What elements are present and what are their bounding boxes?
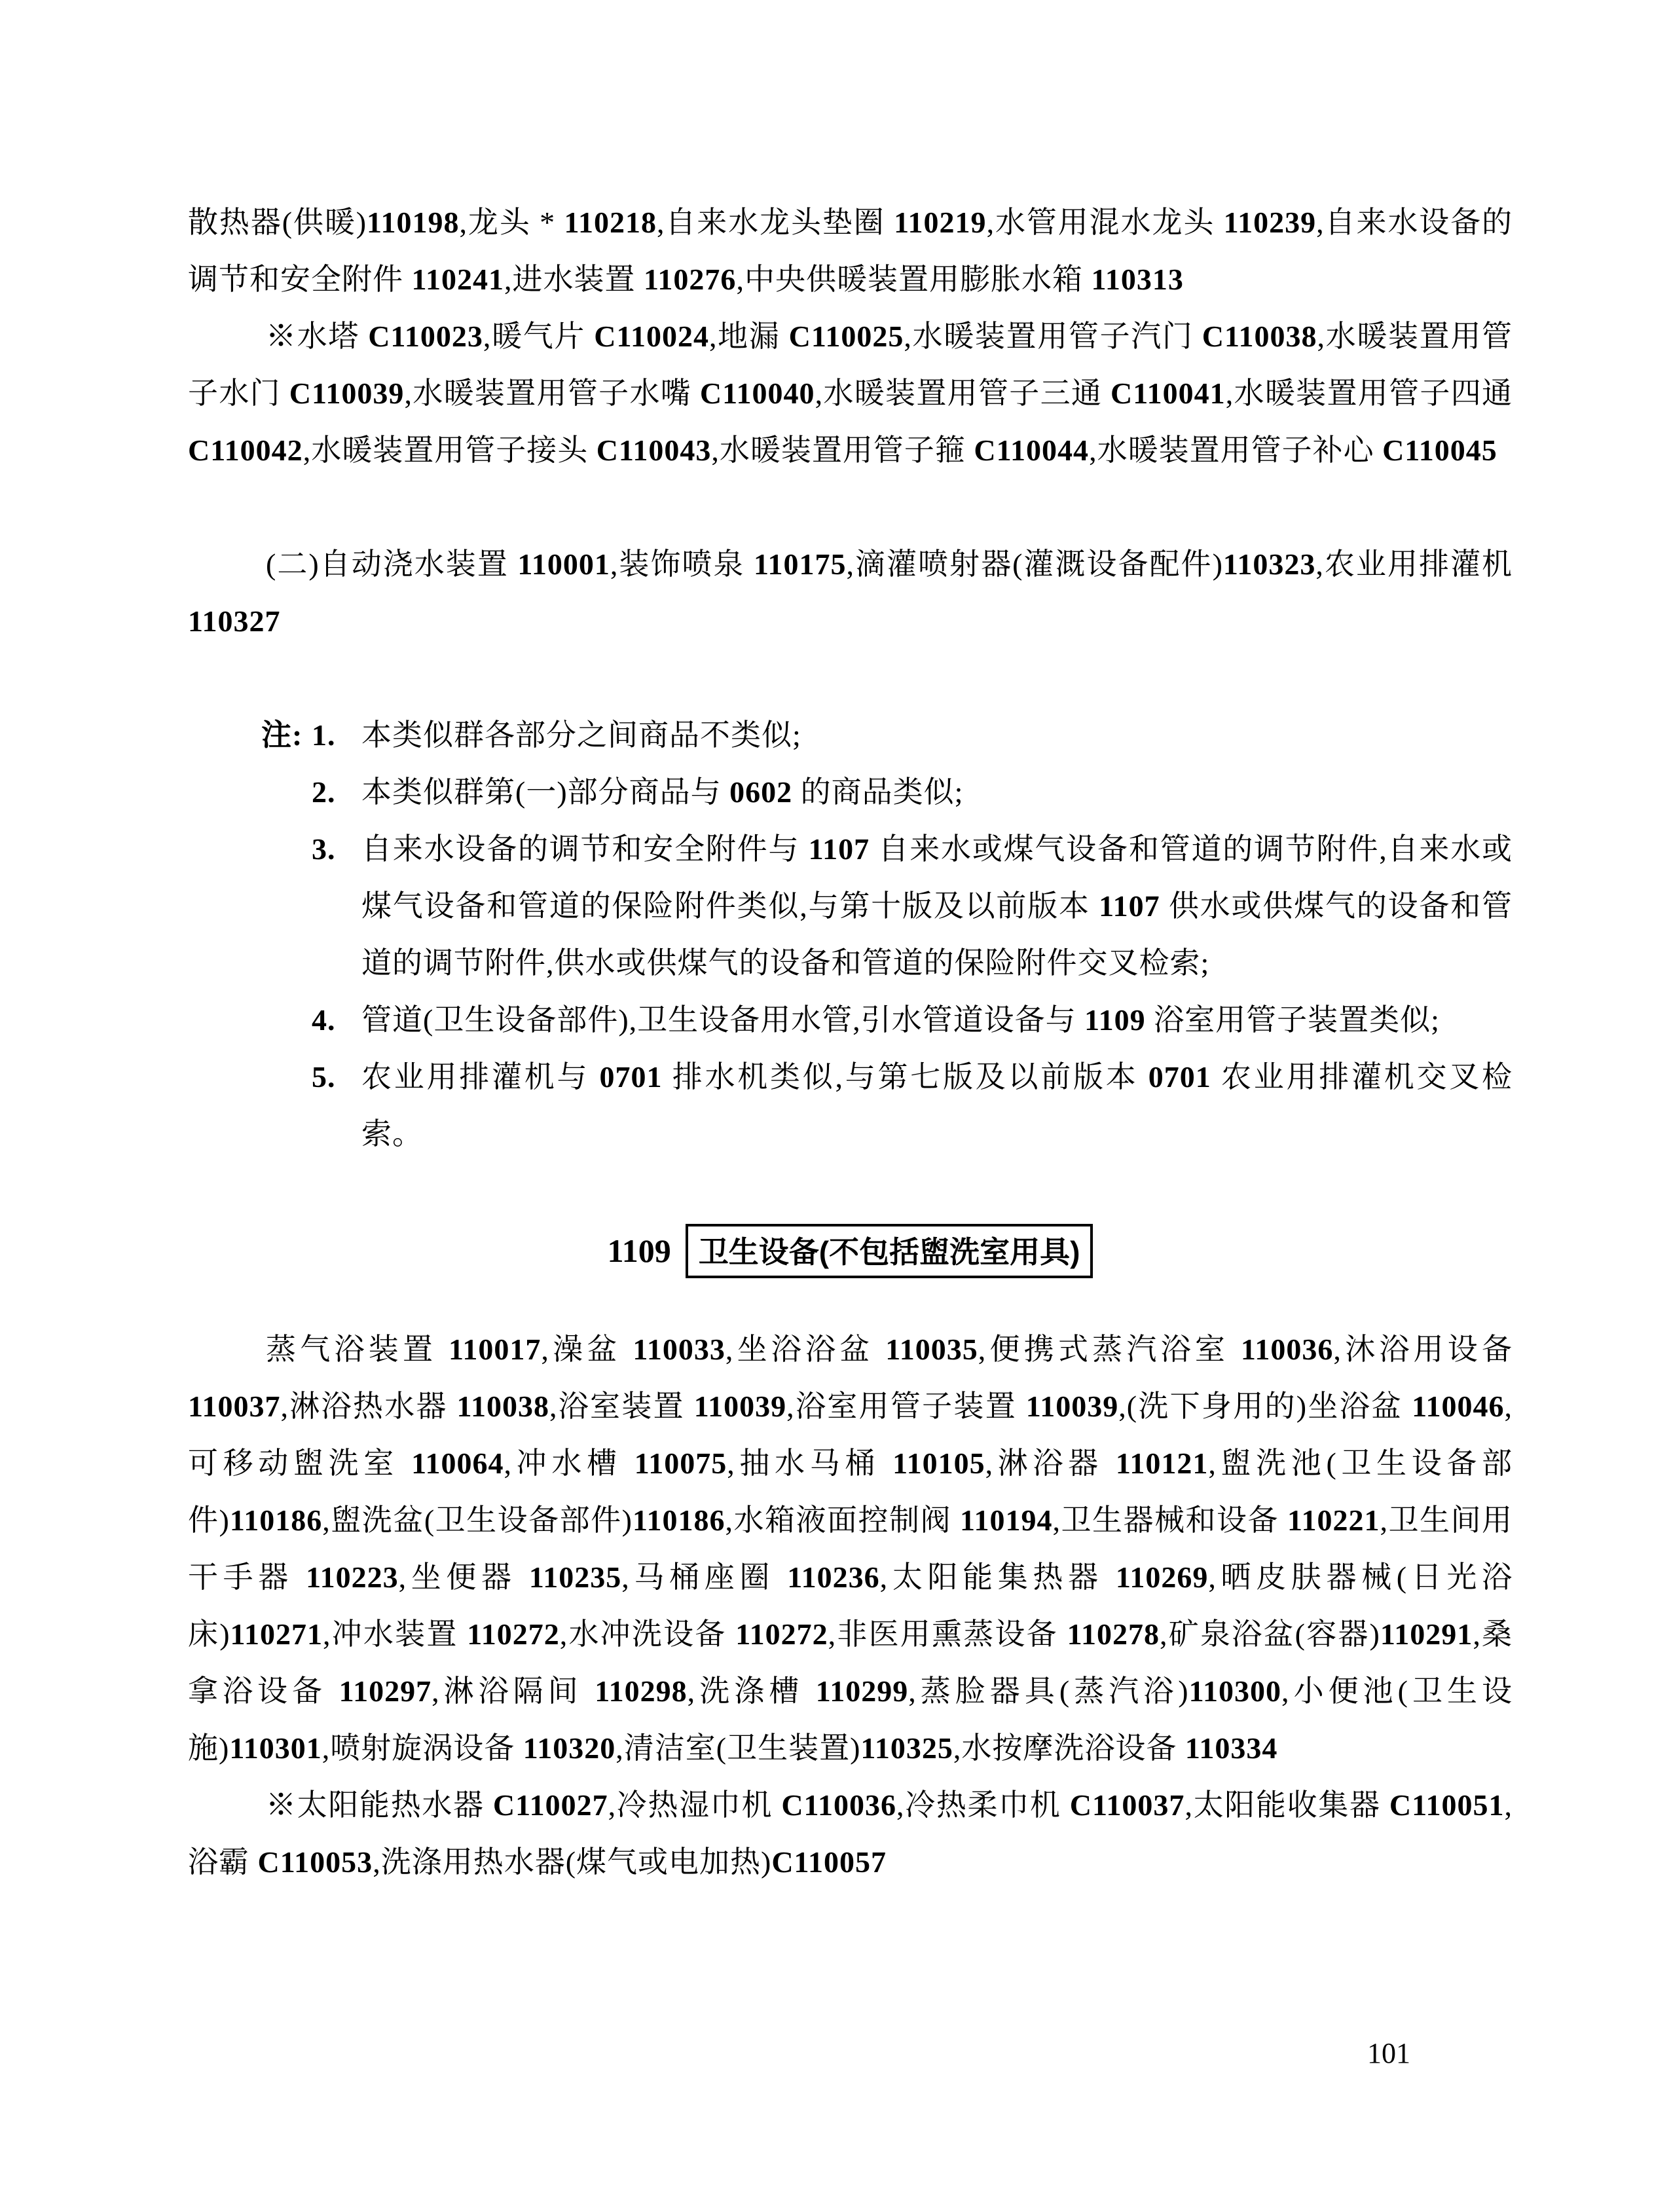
paragraph-domestic-c-codes: ※水塔 C110023,暖气片 C110024,地漏 C110025,水暖装置用管子汽门 C110038,水暖装置用管子水门 C110039,水暖装置用管子水嘴 C110040,水暖装置用管子三通 C110041,水暖装置用管子四通 C110042,水暖装置用管子接头 C110043,水暖装置用管子箍 C110044,水暖装置用管子补心 C110045 <box>188 320 1513 467</box>
paragraph-1109-sanitary-codes: 蒸气浴装置 110017,澡盆 110033,坐浴浴盆 110035,便携式蒸汽浴室 110036,沐浴用设备 110037,淋浴热水器 110038,浴室装置 110039,浴室用管子装置 110039,(洗下身用的)坐浴盆 110046,可移动盥洗室 110064,冲水槽 110075,抽水马桶 110105,淋浴器 110121,盥洗池(卫生设备部件)110186,盥洗盆(卫生设备部件)110186,水箱液面控制阀 110194,卫生器械和设备 110221,卫生间用干手器 110223,坐便器 110235,马桶座圈 110236,太阳能集热器 110269,晒皮肤器械(日光浴床)110271,冲水装置 110272,水冲洗设备 110272,非医用熏蒸设备 110278,矿泉浴盆(容器)110291,桑拿浴设备 110297,淋浴隔间 110298,洗涤槽 110299,蒸脸器具(蒸汽浴)110300,小便池(卫生设施)110301,喷射旋涡设备 110320,清洁室(卫生装置)110325,水按摩洗浴设备 110334 <box>188 1333 1513 1765</box>
page-number: 101 <box>1367 2037 1410 2069</box>
section-heading-1109 <box>188 1230 1513 1272</box>
section-code: 1109 <box>607 1232 671 1269</box>
notes-block <box>261 707 1513 1162</box>
note-text-2: 本类似群第(一)部分商品与 0602 的商品类似; <box>361 775 964 809</box>
note-text-5: 农业用排灌机与 0701 排水机类似,与第七版及以前版本 0701 农业用排灌机交叉检索。 <box>361 1060 1513 1151</box>
note-number-4: 4. <box>312 1003 336 1037</box>
note-text-1: 本类似群各部分之间商品不类似; <box>361 718 801 752</box>
paragraph-1109-c-codes: ※太阳能热水器 C110027,冷热湿巾机 C110036,冷热柔巾机 C110037,太阳能收集器 C110051,浴霸 C110053,洗涤用热水器(煤气或电加热)C110057 <box>188 1788 1513 1879</box>
page-content <box>188 194 1513 1890</box>
note-number-5: 5. <box>312 1060 336 1094</box>
note-item-5 <box>312 1048 1513 1162</box>
note-item-1 <box>261 707 1513 764</box>
notes-label: 注: <box>261 718 303 752</box>
note-item-2 <box>312 764 1513 820</box>
note-text-3: 自来水设备的调节和安全附件与 1107 自来水或煤气设备和管道的调节附件,自来水或煤气设备和管道的保险附件类似,与第十版及以前版本 1107 供水或供煤气的设备和管道的调节附件,供水或供煤气的设备和管道的保险附件交叉检索; <box>361 832 1513 980</box>
paragraph-heating-fittings-codes: 散热器(供暖)110198,龙头 * 110218,自来水龙头垫圈 110219,水管用混水龙头 110239,自来水设备的调节和安全附件 110241,进水装置 110276,中央供暖装置用膨胀水箱 110313 <box>188 206 1513 296</box>
note-item-4 <box>312 991 1513 1048</box>
note-item-3 <box>312 820 1513 991</box>
note-number-2: 2. <box>312 775 336 809</box>
note-number-3: 3. <box>312 832 336 866</box>
note-text-4: 管道(卫生设备部件),卫生设备用水管,引水管道设备与 1109 浴室用管子装置类似; <box>361 1003 1440 1037</box>
paragraph-part-two-irrigation: (二)自动浇水装置 110001,装饰喷泉 110175,滴灌喷射器(灌溉设备配件)110323,农业用排灌机 110327 <box>188 547 1513 638</box>
note-number-1: 1. <box>312 718 336 752</box>
section-title-boxed: 卫生设备(不包括盥洗室用具) <box>686 1224 1093 1278</box>
